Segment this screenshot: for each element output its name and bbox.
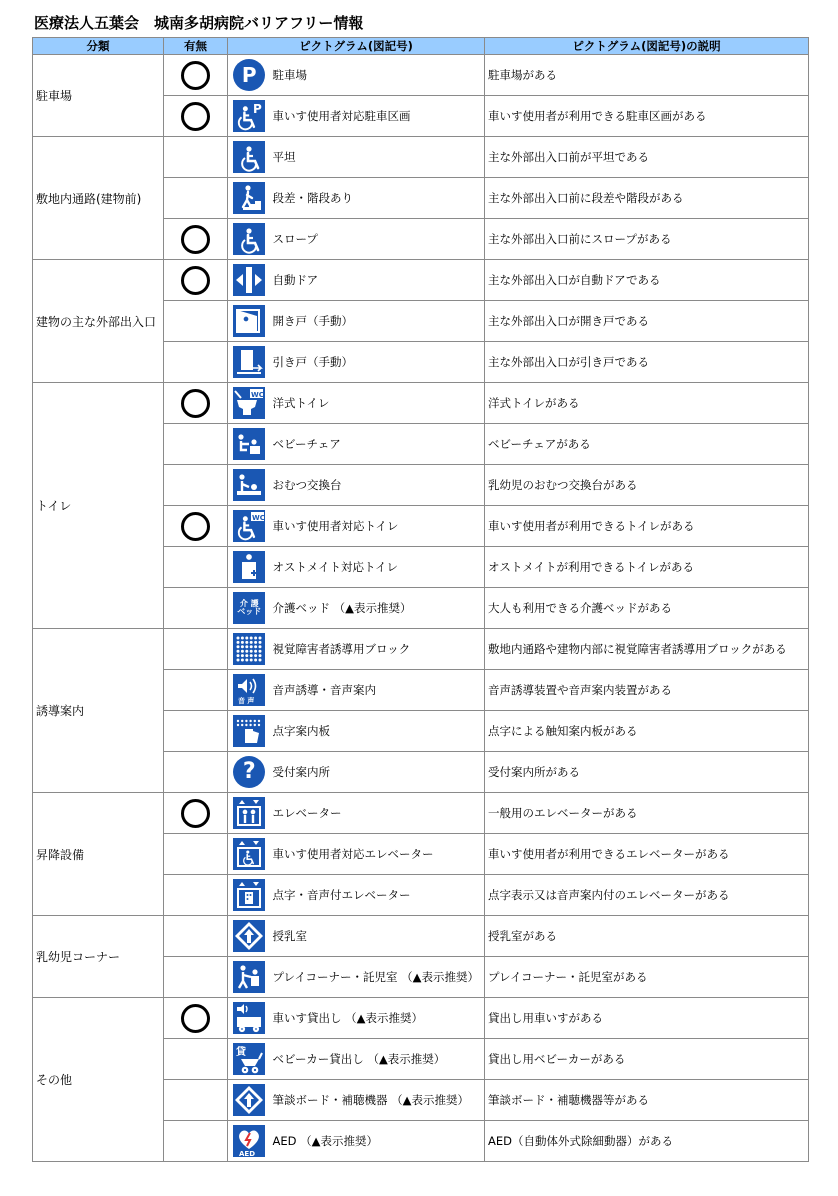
pictogram-name: 介護ベッド （▲表示推奨） [271, 588, 485, 629]
pictogram-description: 貸出し用ベビーカーがある [485, 1039, 809, 1080]
pictogram-cell [228, 875, 271, 916]
available-circle-icon [181, 512, 210, 541]
table-row [33, 137, 809, 178]
pictogram-name: 車いす使用者対応駐車区画 [271, 96, 485, 137]
pictogram-cell [228, 219, 271, 260]
available-circle-icon [181, 1004, 210, 1033]
availability-cell [164, 916, 228, 957]
availability-cell [164, 342, 228, 383]
pictogram-description: 敷地内通路や建物内部に視覚障害者誘導用ブロックがある [485, 629, 809, 670]
pictogram-name: おむつ交換台 [271, 465, 485, 506]
pictogram-cell [228, 383, 271, 424]
pictogram-name: 車いす貸出し （▲表示推奨） [271, 998, 485, 1039]
availability-cell [164, 506, 228, 547]
table-row [33, 55, 809, 96]
care-bed-icon: 介 護 ベッド [233, 592, 265, 624]
pictogram-description: 主な外部出入口が引き戸である [485, 342, 809, 383]
available-circle-icon [181, 266, 210, 295]
availability-cell [164, 178, 228, 219]
wheelchair-parking-icon [233, 100, 265, 132]
pictogram-cell [228, 1080, 271, 1121]
header-pictogram: ピクトグラム(図記号) [228, 38, 485, 55]
pictogram-cell [228, 424, 271, 465]
availability-cell [164, 752, 228, 793]
available-circle-icon [181, 102, 210, 131]
table-row [33, 793, 809, 834]
pictogram-description: 音声誘導装置や音声案内装置がある [485, 670, 809, 711]
nursing-room-icon [233, 920, 265, 952]
pictogram-description: 授乳室がある [485, 916, 809, 957]
braille-elevator-icon [233, 879, 265, 911]
pictogram-description: 受付案内所がある [485, 752, 809, 793]
wheelchair-icon [233, 141, 265, 173]
header-description: ピクトグラム(図記号)の説明 [485, 38, 809, 55]
voice-guide-icon [233, 674, 265, 706]
pictogram-description: 車いす使用者が利用できる駐車区画がある [485, 96, 809, 137]
automatic-door-icon [233, 264, 265, 296]
elevator-icon [233, 797, 265, 829]
pictogram-cell [228, 629, 271, 670]
pictogram-description: 筆談ボード・補聴機器等がある [485, 1080, 809, 1121]
pictogram-description: 大人も利用できる介護ベッドがある [485, 588, 809, 629]
pictogram-name: 授乳室 [271, 916, 485, 957]
available-circle-icon [181, 61, 210, 90]
wheelchair-rental-icon [233, 1002, 265, 1034]
pictogram-cell [228, 301, 271, 342]
parking-icon: P [233, 59, 265, 91]
svg-text:音 声: 音 声 [238, 697, 255, 705]
pictogram-description: 主な外部出入口が自動ドアである [485, 260, 809, 301]
pictogram-cell [228, 96, 271, 137]
western-toilet-icon [233, 387, 265, 419]
slope-icon [233, 223, 265, 255]
svg-text:WC: WC [252, 514, 266, 522]
category-cell: 昇降設備 [33, 793, 164, 916]
pictogram-description: 車いす使用者が利用できるエレベーターがある [485, 834, 809, 875]
pictogram-name: ベビーカー貸出し （▲表示推奨） [271, 1039, 485, 1080]
pictogram-description: 主な外部出入口が開き戸である [485, 301, 809, 342]
pictogram-name: スロープ [271, 219, 485, 260]
pictogram-description: AED（自動体外式除細動器）がある [485, 1121, 809, 1162]
availability-cell [164, 424, 228, 465]
aed-icon [233, 1125, 265, 1157]
availability-cell [164, 96, 228, 137]
table-row [33, 383, 809, 424]
pictogram-name: 点字・音声付エレベーター [271, 875, 485, 916]
pictogram-name: 平坦 [271, 137, 485, 178]
swing-door-icon [233, 305, 265, 337]
category-cell: 誘導案内 [33, 629, 164, 793]
barrier-free-table [32, 37, 809, 1162]
availability-cell [164, 670, 228, 711]
pictogram-name: プレイコーナー・託児室 （▲表示推奨） [271, 957, 485, 998]
available-circle-icon [181, 799, 210, 828]
table-row [33, 998, 809, 1039]
pictogram-cell [228, 55, 271, 96]
stroller-rental-icon [233, 1043, 265, 1075]
pictogram-name: 受付案内所 [271, 752, 485, 793]
availability-cell [164, 834, 228, 875]
pictogram-name: 自動ドア [271, 260, 485, 301]
category-cell: トイレ [33, 383, 164, 629]
diaper-table-icon [233, 469, 265, 501]
table-row [33, 260, 809, 301]
play-corner-icon [233, 961, 265, 993]
wheelchair-elevator-icon [233, 838, 265, 870]
pictogram-cell [228, 178, 271, 219]
availability-cell [164, 55, 228, 96]
availability-cell [164, 1121, 228, 1162]
pictogram-description: ベビーチェアがある [485, 424, 809, 465]
pictogram-description: オストメイトが利用できるトイレがある [485, 547, 809, 588]
pictogram-description: 駐車場がある [485, 55, 809, 96]
pictogram-cell [228, 957, 271, 998]
pictogram-cell [228, 711, 271, 752]
svg-text:P: P [253, 102, 263, 116]
availability-cell [164, 547, 228, 588]
pictogram-name: 洋式トイレ [271, 383, 485, 424]
pictogram-name: 視覚障害者誘導用ブロック [271, 629, 485, 670]
svg-text:AED: AED [239, 1150, 256, 1157]
availability-cell [164, 137, 228, 178]
pictogram-description: 貸出し用車いすがある [485, 998, 809, 1039]
pictogram-description: 点字表示又は音声案内付のエレベーターがある [485, 875, 809, 916]
pictogram-description: プレイコーナー・託児室がある [485, 957, 809, 998]
pictogram-description: 一般用のエレベーターがある [485, 793, 809, 834]
pictogram-description: 洋式トイレがある [485, 383, 809, 424]
category-cell: 建物の主な外部出入口 [33, 260, 164, 383]
stairs-icon [233, 182, 265, 214]
availability-cell [164, 301, 228, 342]
pictogram-cell [228, 752, 271, 793]
pictogram-cell [228, 834, 271, 875]
pictogram-name: 点字案内板 [271, 711, 485, 752]
availability-cell [164, 588, 228, 629]
pictogram-cell [228, 588, 271, 629]
sliding-door-icon [233, 346, 265, 378]
availability-cell [164, 711, 228, 752]
pictogram-cell [228, 1121, 271, 1162]
availability-cell [164, 1039, 228, 1080]
category-cell: 駐車場 [33, 55, 164, 137]
category-cell: その他 [33, 998, 164, 1162]
pictogram-name: 車いす使用者対応エレベーター [271, 834, 485, 875]
category-cell: 敷地内通路(建物前) [33, 137, 164, 260]
header-category: 分類 [33, 38, 164, 55]
pictogram-cell [228, 465, 271, 506]
document-title: 医療法人五葉会 城南多胡病院バリアフリー情報 [34, 14, 364, 32]
availability-cell [164, 219, 228, 260]
header-availability: 有無 [164, 38, 228, 55]
pictogram-description: 主な外部出入口前に段差や階段がある [485, 178, 809, 219]
availability-cell [164, 998, 228, 1039]
availability-cell [164, 260, 228, 301]
pictogram-name: エレベーター [271, 793, 485, 834]
pictogram-name: 開き戸（手動） [271, 301, 485, 342]
pictogram-name: 段差・階段あり [271, 178, 485, 219]
pictogram-cell [228, 137, 271, 178]
pictogram-cell [228, 793, 271, 834]
pictogram-name: 筆談ボード・補聴機器 （▲表示推奨） [271, 1080, 485, 1121]
pictogram-cell [228, 547, 271, 588]
pictogram-cell [228, 1039, 271, 1080]
pictogram-description: 車いす使用者が利用できるトイレがある [485, 506, 809, 547]
availability-cell [164, 957, 228, 998]
pictogram-description: 乳幼児のおむつ交換台がある [485, 465, 809, 506]
ostomate-icon [233, 551, 265, 583]
braille-board-icon [233, 715, 265, 747]
wheelchair-toilet-icon [233, 510, 265, 542]
availability-cell [164, 629, 228, 670]
availability-cell [164, 1080, 228, 1121]
pictogram-cell [228, 670, 271, 711]
pictogram-cell [228, 342, 271, 383]
pictogram-cell [228, 998, 271, 1039]
pictogram-description: 主な外部出入口前にスロープがある [485, 219, 809, 260]
pictogram-name: 引き戸（手動） [271, 342, 485, 383]
availability-cell [164, 383, 228, 424]
table-row [33, 916, 809, 957]
tactile-block-icon [233, 633, 265, 665]
table-row [33, 629, 809, 670]
availability-cell [164, 875, 228, 916]
pictogram-name: 音声誘導・音声案内 [271, 670, 485, 711]
pictogram-name: 駐車場 [271, 55, 485, 96]
pictogram-cell [228, 260, 271, 301]
question-icon: ? [233, 756, 265, 788]
table-header-row [33, 38, 809, 55]
category-cell: 乳幼児コーナー [33, 916, 164, 998]
writing-board-icon [233, 1084, 265, 1116]
pictogram-name: 車いす使用者対応トイレ [271, 506, 485, 547]
pictogram-name: ベビーチェア [271, 424, 485, 465]
baby-chair-icon [233, 428, 265, 460]
pictogram-cell [228, 916, 271, 957]
svg-text:貸: 貸 [236, 1047, 247, 1058]
availability-cell [164, 793, 228, 834]
available-circle-icon [181, 225, 210, 254]
pictogram-name: オストメイト対応トイレ [271, 547, 485, 588]
available-circle-icon [181, 389, 210, 418]
availability-cell [164, 465, 228, 506]
pictogram-cell [228, 506, 271, 547]
svg-text:WC: WC [251, 391, 265, 399]
pictogram-description: 点字による触知案内板がある [485, 711, 809, 752]
pictogram-name: AED （▲表示推奨） [271, 1121, 485, 1162]
pictogram-description: 主な外部出入口前が平坦である [485, 137, 809, 178]
